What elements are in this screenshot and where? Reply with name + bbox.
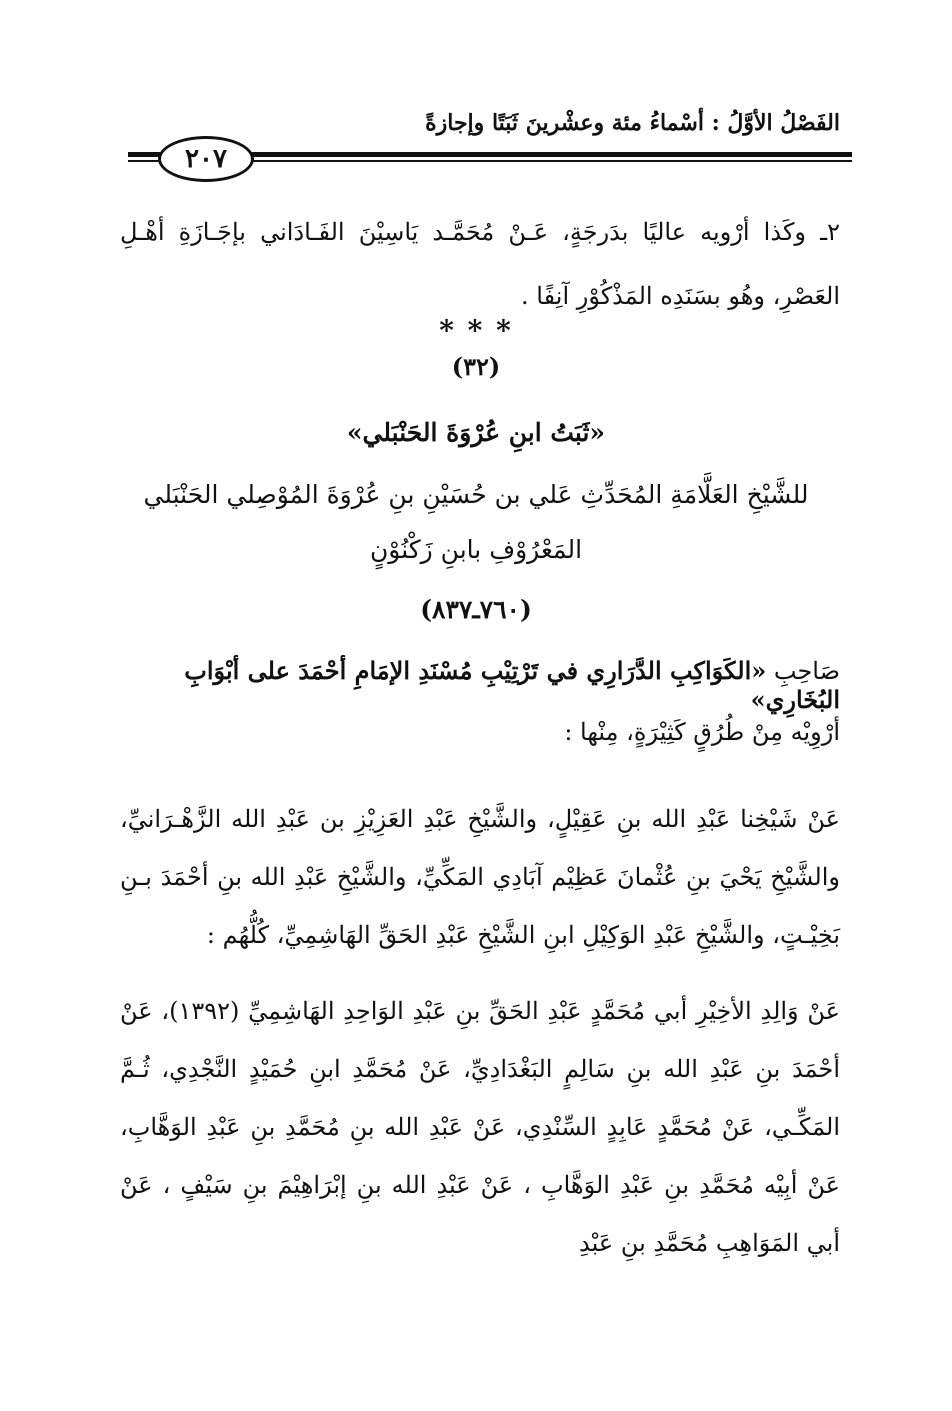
known-as-line: المَعْرُوْفِ بابنِ زَكْنُوْنٍ [369, 535, 583, 564]
paragraph-3: عَنْ وَالِدِ الأخِيْرِ أبي مُحَمَّدٍ عَبْدِ الحَقِّ بنِ عَبْدِ الوَاحِدِ الهَاشِمِيِّ (١٣٩٢)، عَنْ أحْمَدَ بنِ عَبْدِ الله بنِ سَالِمٍ البَغْدَادِيِّ، عَنْ مُحَمَّدِ ابنِ حُمَيْدٍ النَّجْدِي، ثُـمَّ المَكِّـي، عَنْ مُحَمَّدٍ عَابِدٍ السِّنْدِي، عَنْ عَبْدِ الله بنِ مُحَمَّدِ بنِ عَبْدِ الوَهَّابِ، عَنْ أبِيْه مُحَمَّدِ بنِ عَبْدِ الوَهَّابِ ، عَنْ عَبْدِ الله بنِ إبْرَاهِيْمَ بنِ سَيْفٍ ، عَنْ أبي المَوَاهِبِ مُحَمَّدِ بنِ عَبْدِ [120, 997, 841, 1257]
work-title: «الكَوَاكِبِ الدَّرَارِي في تَرْتِيْبِ مُسْنَدِ الإمَامِ أحْمَدَ على أبْوَابِ البُخَارِي» [184, 656, 840, 714]
author-line: للشَّيْخِ العَلَّامَةِ المُحَدِّثِ عَلي بن حُسَيْنِ بنِ عُرْوَةَ المُوْصِلي الحَنْبَلي [143, 480, 809, 509]
page-number: ٢٠٧ [158, 136, 254, 182]
paragraph-1: ٢ـ وكَذا أرْويه عاليًا بدَرجَةٍ، عَـنْ مُحَمَّـد يَاسِيْنَ الفَـادَاني بإجَـازَةِ أهْـلِ العَصْرِ، وهُو بسَنَدِه المَذْكُوْرِ آنِفًا . [120, 218, 840, 310]
book-title: «ثَبَتُ ابنِ عُرْوَةَ الحَنْبَلي» [346, 418, 606, 447]
dates-line: (٧٦٠ـ٨٣٧) [420, 595, 532, 624]
running-header: الفَصْلُ الأوَّلُ : أسْماءُ مئة وعشْرينَ ثَبَتًا وإجازةً [425, 110, 840, 136]
paragraph-2: عَنْ شَيْخِنا عَبْدِ الله بنِ عَقِيْلٍ، والشَّيْخِ عَبْدِ العَزِيْزِ بن عَبْدِ الله الزَّهْـرَانيِّ، والشَّيْخِ يَحْيَ بنِ عُثْمانَ عَظِيْم آبَادِي المَكِّيِّ، والشَّيْخِ عَبْدِ الله بنِ أحْمَدَ بـنِ بَخِيْـتٍ، والشَّيْخِ عَبْدِ الوَكِيْلِ ابنِ الشَّيْخِ عَبْدِ الحَقِّ الهَاشِمِيِّ، كُلُّهُم : [120, 805, 840, 949]
section-separator: * * * [439, 314, 513, 347]
entry-number: (٣٢) [451, 352, 501, 381]
work-line [120, 656, 840, 714]
narrate-line: أرْوِيْه مِنْ طُرُقٍ كَثِيْرَةٍ، مِنْها : [564, 718, 840, 746]
work-prefix: صَاحِبِ [773, 657, 840, 685]
